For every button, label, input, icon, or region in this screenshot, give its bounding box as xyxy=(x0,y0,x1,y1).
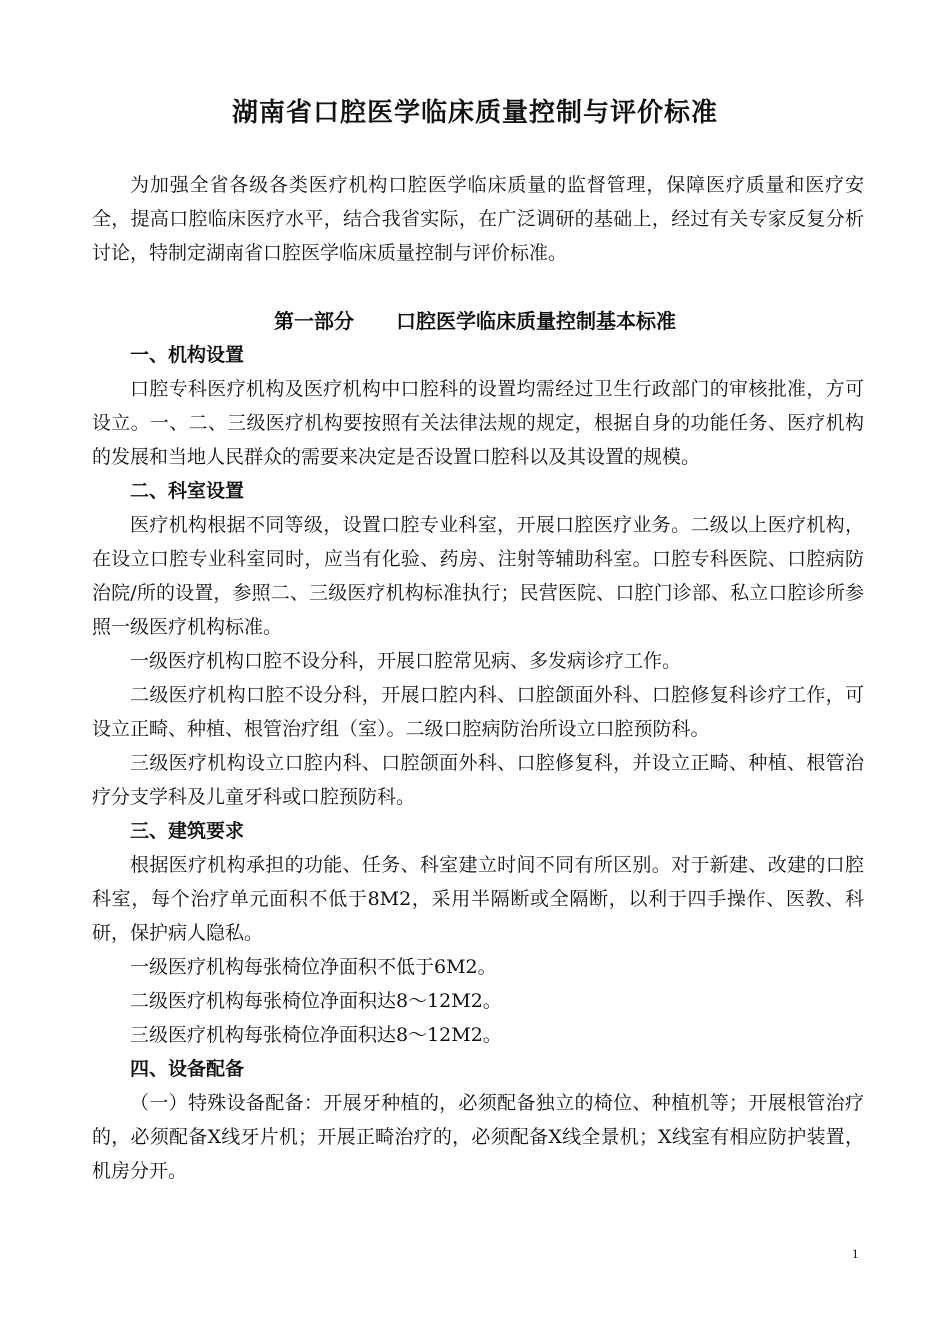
sections-block xyxy=(92,338,864,1188)
part-title: 口腔医学临床质量控制基本标准 xyxy=(396,309,676,333)
section-paragraph: 一级医疗机构口腔不设分科，开展口腔常见病、多发病诊疗工作。 xyxy=(130,650,682,672)
part-label: 第一部分 xyxy=(274,309,354,333)
section-heading: 四、设备配备 xyxy=(130,1058,245,1080)
document-title: 湖南省口腔医学临床质量控制与评价标准 xyxy=(231,98,718,128)
section-heading: 三、建筑要求 xyxy=(130,820,245,842)
section-heading: 一、机构设置 xyxy=(130,344,245,366)
intro-paragraph: 为加强全省各级各类医疗机构口腔医学临床质量的监督管理，保障医疗质量和医疗安全，提高口腔临床医疗水平，结合我省实际，在广泛调研的基础上，经过有关专家反复分析讨论，特制定湖南省口腔医学临床质量控制与评价标准。 xyxy=(92,174,864,264)
section-heading: 二、科室设置 xyxy=(130,480,245,502)
page-number: 1 xyxy=(852,1246,859,1261)
intro-block xyxy=(92,168,864,270)
part-heading xyxy=(0,304,950,338)
section-paragraph: 医疗机构根据不同等级，设置口腔专业科室，开展口腔医疗业务。二级以上医疗机构，在设立口腔专业科室同时，应当有化验、药房、注射等辅助科室。口腔专科医院、口腔病防治院/所的设置，参照二、三级医疗机构标准执行；民营医院、口腔门诊部、私立口腔诊所参照一级医疗机构标准。 xyxy=(92,514,864,638)
section-paragraph: 三级医疗机构设立口腔内科、口腔颌面外科、口腔修复科，并设立正畸、种植、根管治疗分支学科及儿童牙科或口腔预防科。 xyxy=(92,752,864,808)
section-paragraph: 二级医疗机构每张椅位净面积达8～12M2。 xyxy=(130,990,502,1012)
section-paragraph: 三级医疗机构每张椅位净面积达8～12M2。 xyxy=(130,1024,502,1046)
section-paragraph: 根据医疗机构承担的功能、任务、科室建立时间不同有所区别。对于新建、改建的口腔科室，每个治疗单元面积不低于8M2，采用半隔断或全隔断，以利于四手操作、医教、科研，保护病人隐私。 xyxy=(92,854,864,944)
section-paragraph: 口腔专科医疗机构及医疗机构中口腔科的设置均需经过卫生行政部门的审核批准，方可设立。一、二、三级医疗机构要按照有关法律法规的规定，根据自身的功能任务、医疗机构的发展和当地人民群众的需要来决定是否设置口腔科以及其设置的规模。 xyxy=(92,378,864,468)
section-paragraph: 二级医疗机构口腔不设分科，开展口腔内科、口腔颌面外科、口腔修复科诊疗工作，可设立正畸、种植、根管治疗组（室）。二级口腔病防治所设立口腔预防科。 xyxy=(92,684,864,740)
section-paragraph: 一级医疗机构每张椅位净面积不低于6M2。 xyxy=(130,956,497,978)
section-paragraph: （一）特殊设备配备：开展牙种植的，必须配备独立的椅位、种植机等；开展根管治疗的，必须配备X线牙片机；开展正畸治疗的，必须配备X线全景机；X线室有相应防护装置，机房分开。 xyxy=(92,1092,864,1182)
